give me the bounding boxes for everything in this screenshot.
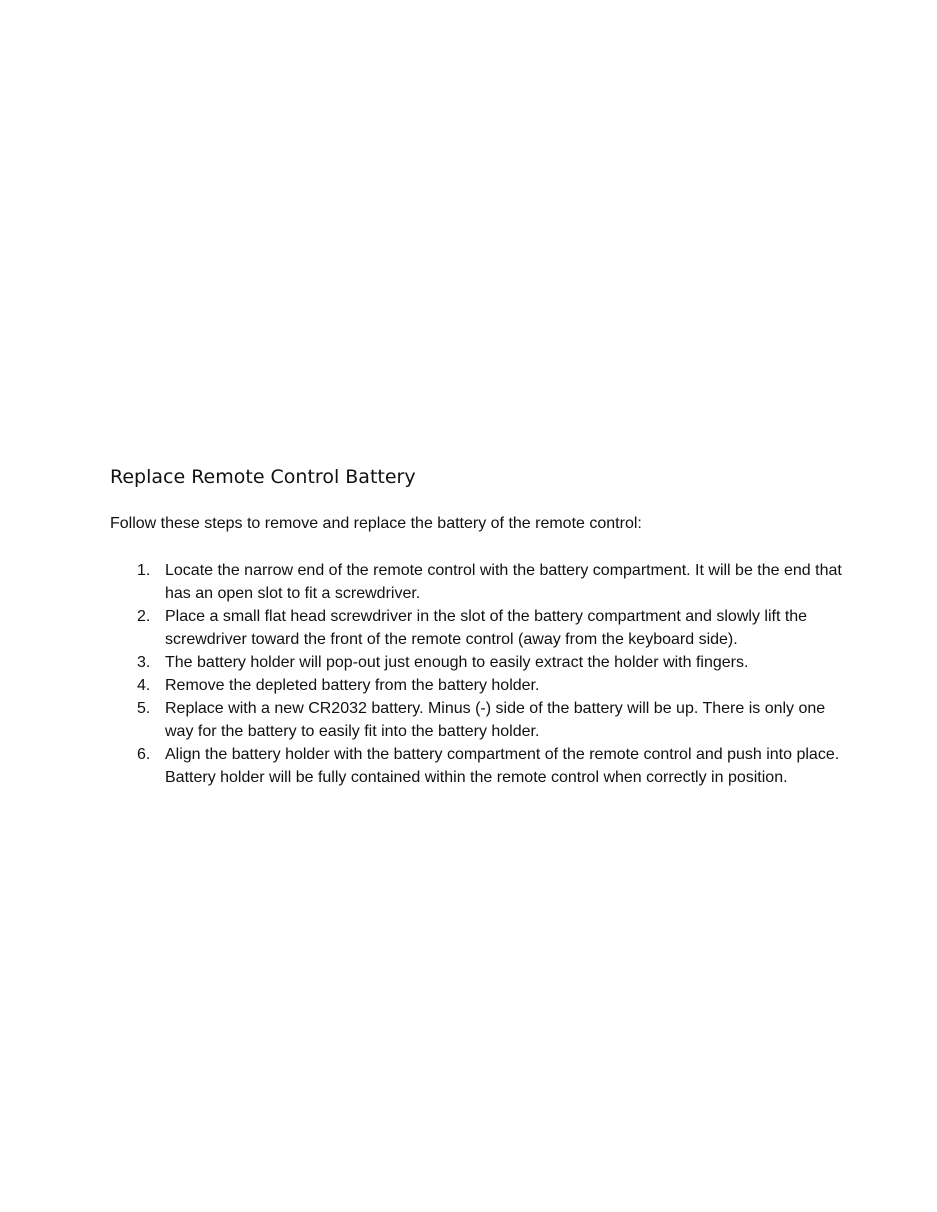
page-title: Replace Remote Control Battery — [110, 466, 416, 488]
step-text: The battery holder will pop-out just enough to easily extract the holder with fingers. — [165, 654, 749, 671]
list-item-step-1 — [137, 559, 852, 605]
step-number: 1. — [137, 562, 151, 579]
step-number: 3. — [137, 654, 151, 671]
list-item-step-4 — [137, 674, 852, 697]
step-number: 6. — [137, 746, 151, 763]
intro-paragraph: Follow these steps to remove and replace the battery of the remote control: — [110, 515, 642, 532]
step-number: 5. — [137, 700, 151, 717]
step-text: Replace with a new CR2032 battery. Minus (-) side of the battery will be up. There is only one way for the battery to easily fit into the battery holder. — [165, 700, 826, 740]
step-number: 4. — [137, 677, 151, 694]
step-text: Align the battery holder with the battery compartment of the remote control and push into place. Battery holder will be fully contained within the remote control when correctly in position. — [165, 746, 840, 786]
list-item-step-5 — [137, 697, 852, 743]
list-item-step-3 — [137, 651, 852, 674]
list-item-step-2 — [137, 605, 852, 651]
step-text: Place a small flat head screwdriver in the slot of the battery compartment and slowly lift the screwdriver toward the front of the remote control (away from the keyboard side). — [165, 608, 808, 648]
list-item-step-6 — [137, 743, 852, 789]
step-text: Remove the depleted battery from the battery holder. — [165, 677, 540, 694]
step-text: Locate the narrow end of the remote control with the battery compartment. It will be the end that has an open slot to fit a screwdriver. — [165, 562, 842, 602]
steps-list — [137, 559, 852, 789]
step-number: 2. — [137, 608, 151, 625]
